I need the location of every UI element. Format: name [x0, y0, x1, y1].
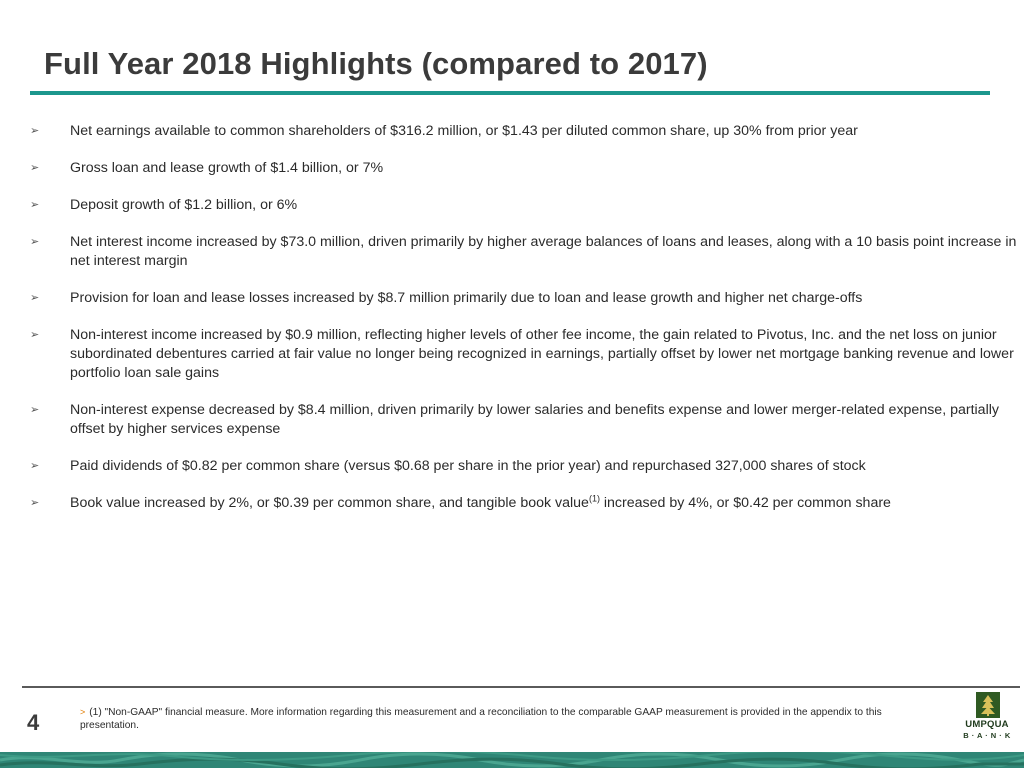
bullet-item: [30, 401, 1020, 439]
footnote-marker: (1): [588, 493, 600, 504]
arrow-bullet-icon: ➢: [30, 125, 40, 137]
arrow-bullet-icon: ➢: [30, 497, 40, 509]
page-number: 4: [27, 710, 40, 735]
logo-wordmark: UMPQUA: [965, 719, 1009, 730]
arrow-bullet-icon: ➢: [30, 199, 40, 211]
bullet-item: [30, 457, 1020, 476]
footer-divider: [22, 686, 1020, 688]
bullet-item: [30, 289, 1020, 308]
bullet-text: Net earnings available to common shareholders of $316.2 million, or $1.43 per diluted common share, up 30% from prior year: [70, 123, 858, 139]
bullet-text: Provision for loan and lease losses increased by $8.7 million primarily due to loan and lease growth and higher net charge-offs: [70, 290, 863, 306]
tree-icon: [976, 692, 1000, 718]
bullet-text: Non-interest expense decreased by $8.4 million, driven primarily by lower salaries and benefits expense and lower merger-related expense, partially offset by higher services expense: [70, 402, 999, 437]
bullet-item: [30, 159, 1020, 178]
umpqua-logo: [956, 692, 1018, 744]
bullet-text: increased by 4%, or $0.42 per common share: [599, 495, 891, 511]
arrow-bullet-icon: ➢: [30, 236, 40, 248]
bullet-text: Net interest income increased by $73.0 million, driven primarily by higher average balances of loans and leases, along with a 10 basis point increase in net interest margin: [70, 234, 1017, 269]
footnote: [80, 706, 910, 732]
footnote-arrow-icon: >: [80, 707, 86, 717]
bullet-text: Gross loan and lease growth of $1.4 billion, or 7%: [70, 160, 384, 176]
arrow-bullet-icon: ➢: [30, 404, 40, 416]
bullet-item: [30, 233, 1020, 271]
bullet-text: Non-interest income increased by $0.9 million, reflecting higher levels of other fee income, the gain related to Pivotus, Inc. and the net loss on junior subordinated debentures carried at fair value no longer being recognized in earnings, partially offset by lower net mortgage banking revenue and lower portfolio loan sale gains: [70, 327, 1014, 381]
bullet-item: [30, 122, 1020, 141]
bullet-item: [30, 326, 1020, 383]
slide-title: Full Year 2018 Highlights (compared to 2017): [44, 46, 708, 81]
decorative-footer-band: [0, 752, 1024, 768]
wave-pattern-icon: [0, 752, 1024, 768]
logo-subtitle: B · A · N · K: [963, 731, 1011, 740]
bullet-text: Paid dividends of $0.82 per common share (versus $0.68 per share in the prior year) and repurchased 327,000 shares of stock: [70, 458, 866, 474]
bullet-text: Book value increased by 2%, or $0.39 per common share, and tangible book value: [70, 495, 589, 511]
bullet-text: Deposit growth of $1.2 billion, or 6%: [70, 197, 298, 213]
arrow-bullet-icon: ➢: [30, 292, 40, 304]
title-underline: [30, 91, 990, 95]
bullet-item: [30, 494, 1020, 513]
footnote-text: (1) "Non-GAAP" financial measure. More information regarding this measurement and a reconciliation to the comparable GAAP measurement is provided in the appendix to this presentation.: [80, 707, 882, 731]
arrow-bullet-icon: ➢: [30, 162, 40, 174]
arrow-bullet-icon: ➢: [30, 460, 40, 472]
bullet-item: [30, 196, 1020, 215]
highlights-list: [30, 122, 1020, 531]
arrow-bullet-icon: ➢: [30, 329, 40, 341]
